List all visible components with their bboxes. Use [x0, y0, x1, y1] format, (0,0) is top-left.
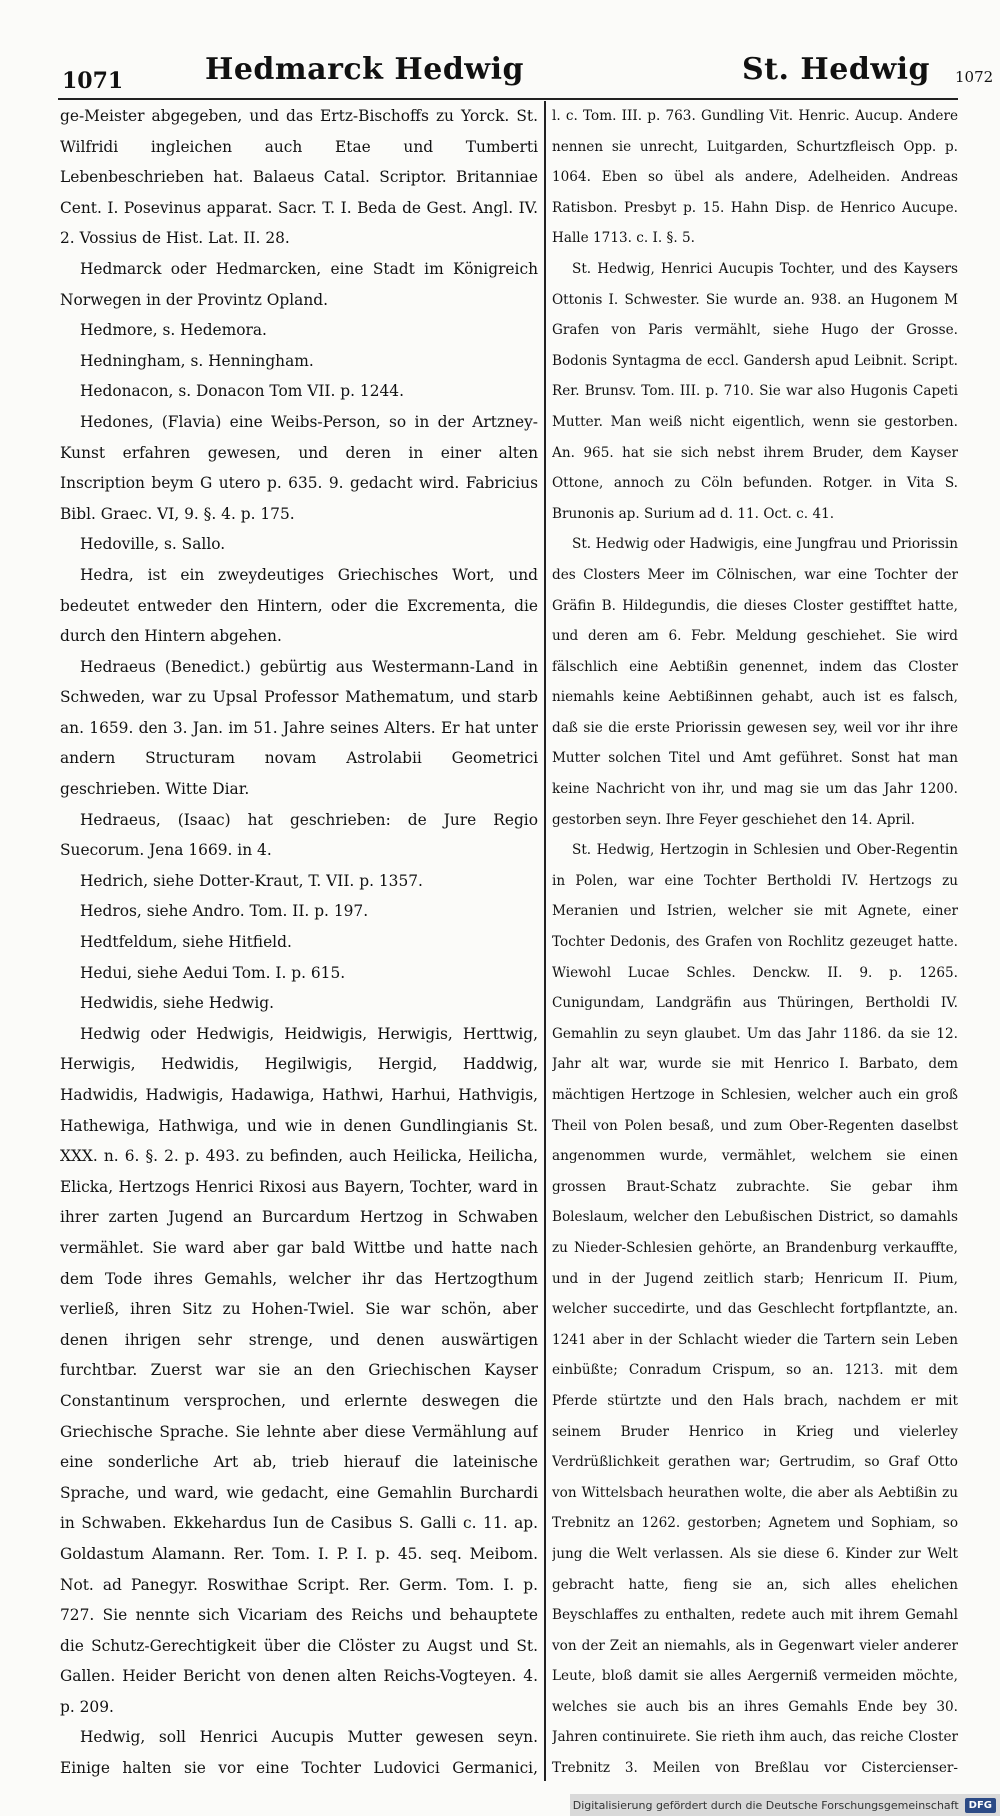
entry: Hedtfeldum, siehe Hitfield. [80, 933, 292, 952]
entry: Hedmarck oder Hedmarcken, eine Stadt im Königreich Norwegen in der Provintz Opland. [60, 259, 538, 309]
entry: Hedwig oder Hedwigis, Heidwigis, Herwigis, Herttwig, Herwigis, Hedwidis, Hegilwigis, Hergid, Haddwig, Hadwidis, Hadwigis, Hadawiga, Hathwi, Harhui, Hathvigis, Hathewiga, Hathwiga, und wie in denen Gundlingianis St. XXX. n. 6. §. 2. p. 493. zu befinden, auch Heilicka, Heilicha, Elicka, Hertzogs Henrici Rixosi aus Bayern, Tochter, ward in ihrer zarten Jugend an Burcardum Hertzog in Schwaben vermählet. Sie ward aber gar bald Wittbe und hatte nach dem Tode ihres Gemahls, welcher ihr das Hertzogthum verließ, ihren Sitz zu Hohen-Twiel. Sie war schön, aber denen ihrigen sehr strenge, und denen auswärtigen furchtbar. Zuerst war sie an den Griechischen Kayser Constantinum versprochen, und erlernte deswegen die Griechische Sprache. Sie lehnte aber diese Vermählung auf eine sonderliche Art ab, trieb hierauf die lateinische Sprache, und ward, wie gedacht, eine Gemahlin Burchardi in Schwaben. Ekkehardus Iun de Casibus S. Galli c. 11. ap. Goldastum Alamann. Rer. Tom. I. P. I. p. 45. seq. Meibom. Not. ad Panegyr. Roswithae Script. Rer. Germ. Tom. I. p. 727. Sie nennte sich Vicariam des Reichs und behauptete die Schutz-Gerechtigkeit über die Clöster zu Augst und St. Gallen. Heider Bericht von denen alten Reichs-Vogteyen. 4. p. 209. [60, 1024, 538, 1716]
right-column [552, 101, 958, 1780]
entry: Hedonacon, s. Donacon Tom VII. p. 1244. [80, 382, 404, 401]
entry: Hedmore, s. Hedemora. [80, 321, 267, 340]
entry: Hedoville, s. Sallo. [80, 535, 226, 554]
right-running-head: St. Hedwig [742, 52, 931, 87]
digitization-footer [570, 1794, 1000, 1816]
entry: Hedra, ist ein zweydeutiges Griechisches Wort, und bedeutet entweder den Hintern, oder die Excrementa, die durch den Hintern abgehen. [60, 565, 538, 646]
entry: Hedones, (Flavia) eine Weibs-Person, so in der Artzney-Kunst erfahren gewesen, und deren in einer alten Inscription beym G utero p. 635. 9. gedacht wird. Fabricius Bibl. Graec. VI, 9. §. 4. p. 175. [60, 412, 538, 523]
footer-text: Digitalisierung gefördert durch die Deutsche Forschungsgemeinschaft [572, 1798, 959, 1812]
entry: ge-Meister abgegeben, und das Ertz-Bischoffs zu Yorck. St. Wilfridi ingleichen auch Etae und Tumberti Lebenbeschrieben hat. Balaeus Catal. Scriptor. Britanniae Cent. I. Posevinus apparat. Sacr. T. I. Beda de Gest. Angl. IV. 2. Vossius de Hist. Lat. II. 28. [60, 107, 538, 248]
entry: Hedrich, siehe Dotter-Kraut, T. VII. p. 1357. [80, 871, 423, 890]
entry: Hedros, siehe Andro. Tom. II. p. 197. [80, 902, 369, 921]
entry: St. Hedwig, Henrici Aucupis Tochter, und des Kaysers Ottonis I. Schwester. Sie wurde an. 938. an Hugonem M Grafen von Paris vermählt, siehe Hugo der Grosse. Bodonis Syntagma de eccl. Gandersh apud Leibnit. Script. Rer. Brunsv. Tom. III. p. 710. Sie war also Hugonis Capeti Mutter. Man weiß nicht eigentlich, wenn sie gestorben. An. 965. hat sie sich nebst ihrem Bruder, dem Kayser Ottone, annoch zu Cöln befunden. Rotger. in Vita S. Brunonis ap. Surium ad d. 11. Oct. c. 41. [552, 260, 958, 522]
entry: Hedraeus, (Isaac) hat geschrieben: de Jure Regio Suecorum. Jena 1669. in 4. [60, 810, 538, 860]
header-rule [58, 98, 958, 100]
entry: Hedningham, s. Henningham. [80, 351, 314, 370]
entry: Hedui, siehe Aedui Tom. I. p. 615. [80, 963, 346, 982]
right-page-number: 1072 [955, 68, 994, 86]
left-page-number: 1071 [62, 68, 124, 94]
entry: Hedwig, soll Henrici Aucupis Mutter gewesen seyn. Einige halten sie vor eine Tochter Ludovici Germanici, [60, 1728, 538, 1778]
entry: Hedwidis, siehe Hedwig. [80, 994, 274, 1013]
column-rule [544, 101, 546, 1781]
left-column [60, 101, 538, 1780]
entry: St. Hedwig, Hertzogin in Schlesien und Ober-Regentin in Polen, war eine Tochter Bertholdi IV. Hertzogs zu Meranien und Istrien, welcher sie mit Agnete, einer Tochter Dedonis, des Grafen von Rochlitz gezeuget hatte. Wiewohl Lucae Schles. Denckw. II. 9. p. 1265. Cunigundam, Landgräfin aus Thüringen, Bertholdi IV. Gemahlin zu seyn glaubet. Um das Jahr 1186. da sie 12. Jahr alt war, wurde sie mit Henrico I. Barbato, dem mächtigen Hertzoge in Schlesien, welcher auch ein groß Theil von Polen besaß, und zum Ober-Regenten daselbst angenommen wurde, vermählet, welchem sie einen grossen Braut-Schatz zubrachte. Sie gebar ihm Boleslaum, welcher den Lebußischen District, so damahls zu Nieder-Schlesien gehörte, an Brandenburg verkauffte, und in der Jugend zeitlich starb; Henricum II. Pium, welcher succedirte, und das Geschlecht fortpflantzte, an. 1241 aber in der Schlacht wieder die Tartern sein Leben einbüßte; Conradum Crispum, so an. 1213. mit dem Pferde stürtzte und den Hals brach, nachdem er mit seinem Bruder Henrico in Krieg und vielerley Verdrüßlichkeit gerathen war; Gertrudim, so Graf Otto von Wittelsbach heurathen wolte, die aber als Aebtißin zu Trebnitz an 1262. gestorben; Agnetem und Sophiam, so jung die Welt verlassen. Als sie diese 6. Kinder zur Welt gebracht hatte, fieng sie an, sich alles ehelichen Beyschlaffes zu enthalten, redete auch mit ihrem Gemahl von der Zeit an niemahls, als in Gegenwart vieler anderer Leute, bloß damit sie alles Aergerniß vermeiden möchte, welches sie auch bis an ihres Gemahls Ende bey 30. Jahren continuirete. Sie rieth ihm auch, das reiche Closter Trebnitz 3. Meilen von Breßlau vor Cistercienser- [552, 842, 958, 1777]
entry: l. c. Tom. III. p. 763. Gundling Vit. Henric. Aucup. Andere nennen sie unrecht, Luitgarden, Schurtzfleisch Opp. p. 1064. Eben so übel als andere, Adelheiden. Andreas Ratisbon. Presbyt p. 15. Hahn Disp. de Henrico Aucupe. Halle 1713. c. I. §. 5. [552, 108, 958, 247]
entry: Hedraeus (Benedict.) gebürtig aus Westermann-Land in Schweden, war zu Upsal Professor Mathematum, und starb an. 1659. den 3. Jan. im 51. Jahre seines Alters. Er hat unter andern Structuram novam Astrolabii Geometrici geschrieben. Witte Diar. [60, 657, 538, 799]
entry: St. Hedwig oder Hadwigis, eine Jungfrau und Priorissin des Closters Meer im Cölnischen, war eine Tochter der Gräfin B. Hildegundis, die dieses Closter gestifftet hatte, und deren am 6. Febr. Meldung geschiehet. Sie wird fälschlich eine Aebtißin genennet, indem das Closter niemahls keine Aebtißinnen gehabt, auch ist es falsch, daß sie die erste Priorissin gewesen sey, weil vor ihr ihre Mutter solchen Titel und Amt geführet. Sonst hat man keine Nachricht von ihr, und mag sie um das Jahr 1200. gestorben seyn. Ihre Feyer geschiehet den 14. April. [552, 536, 958, 828]
dfg-logo: DFG [965, 1798, 996, 1813]
left-running-head: Hedmarck Hedwig [205, 52, 524, 87]
